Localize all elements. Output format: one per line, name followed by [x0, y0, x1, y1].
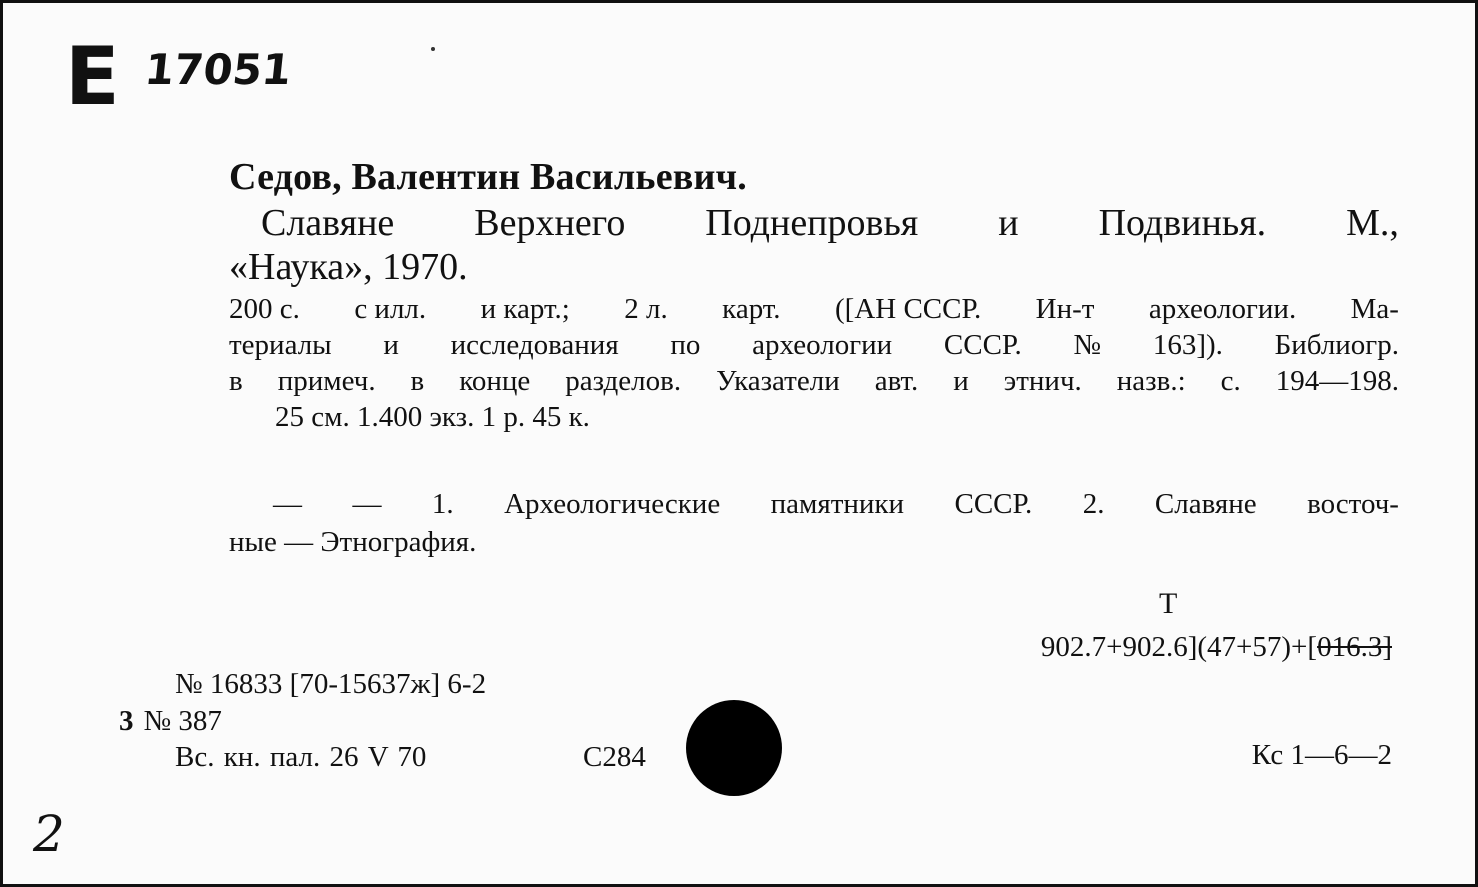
- card-number-prefix: 3: [119, 705, 134, 737]
- classification-mark: Т: [1159, 587, 1178, 620]
- title-line-2: «Наука», 1970.: [229, 246, 468, 288]
- classification-struck: 016.3]: [1317, 631, 1392, 663]
- desc-word: 200 с.: [229, 293, 300, 325]
- ink-speck: [431, 47, 435, 51]
- handwritten-note: 2: [33, 805, 65, 863]
- classification-formula: [1041, 630, 1392, 665]
- classification-main: 902.7+902.6](47+57)+[: [1040, 631, 1318, 663]
- subject-headings-line-1: [273, 487, 1399, 522]
- title-word: и: [998, 202, 1019, 244]
- order-code: С284: [583, 741, 646, 773]
- stamp-letter: E: [65, 30, 120, 123]
- press-info: Вс. кн. пал. 26 V 70: [175, 741, 427, 773]
- punch-hole: [686, 700, 782, 796]
- desc-word: СССР.: [943, 329, 1022, 361]
- desc-word: и: [953, 365, 969, 397]
- desc-word: 194—198.: [1275, 365, 1399, 397]
- desc-word: Ин-т: [1035, 293, 1095, 325]
- subject-word: —: [352, 488, 382, 520]
- desc-word: Библиогр.: [1274, 329, 1399, 361]
- desc-word: 163]).: [1152, 329, 1223, 361]
- desc-word: 2 л.: [624, 293, 668, 325]
- desc-word: конце: [459, 365, 531, 397]
- subject-word: —: [273, 488, 302, 520]
- ks-code: Кс 1—6—2: [1251, 739, 1392, 771]
- desc-word: карт.: [722, 293, 781, 325]
- card-number: [119, 704, 222, 739]
- desc-word: и карт.;: [480, 293, 570, 325]
- desc-word: исследования: [450, 329, 619, 361]
- author-heading: Седов, Валентин Васильевич.: [229, 156, 747, 198]
- title-word: Поднепровья: [705, 202, 919, 244]
- desc-word: этнич.: [1003, 365, 1082, 397]
- title-word: Славяне: [261, 202, 395, 244]
- subject-headings-line-2: ные — Этнография.: [229, 526, 477, 558]
- title-word: Верхнего: [474, 202, 626, 244]
- desc-word: Ма-: [1350, 293, 1399, 325]
- description-line-2: [229, 328, 1399, 363]
- title-line-1: [261, 201, 1399, 247]
- subject-word: 1.: [431, 488, 454, 520]
- subject-word: восточ-: [1307, 488, 1399, 520]
- description-line-3: [229, 364, 1399, 399]
- subject-word: СССР.: [954, 488, 1033, 520]
- record-number: № 16833 [70-15637ж] 6-2: [175, 668, 487, 700]
- card-number-value: № 387: [143, 705, 222, 737]
- title-word: Подвинья.: [1098, 202, 1267, 244]
- desc-word: авт.: [874, 365, 919, 397]
- desc-word: по: [670, 329, 701, 361]
- desc-word: археологии.: [1148, 293, 1297, 325]
- desc-word: в: [229, 365, 243, 397]
- desc-word: с.: [1220, 365, 1241, 397]
- subject-word: памятники: [770, 488, 905, 520]
- subject-word: 2.: [1082, 488, 1105, 520]
- desc-word: археологии: [752, 329, 893, 361]
- desc-word: с илл.: [354, 293, 427, 325]
- description-line-4: 25 см. 1.400 экз. 1 р. 45 к.: [275, 401, 590, 433]
- desc-word: примеч.: [277, 365, 376, 397]
- desc-word: назв.:: [1116, 365, 1186, 397]
- subject-word: Археологические: [504, 488, 721, 520]
- desc-word: в: [410, 365, 425, 397]
- desc-word: №: [1073, 329, 1102, 361]
- description-line-1: [229, 292, 1399, 327]
- desc-word: ([АН СССР.: [835, 293, 982, 325]
- desc-word: и: [383, 329, 399, 361]
- stamp-number: 17051: [142, 45, 294, 94]
- desc-word: Указатели: [716, 365, 840, 397]
- subject-word: Славяне: [1154, 488, 1257, 520]
- title-word: М.,: [1346, 202, 1399, 244]
- desc-word: разделов.: [565, 365, 682, 397]
- desc-word: териалы: [229, 329, 332, 361]
